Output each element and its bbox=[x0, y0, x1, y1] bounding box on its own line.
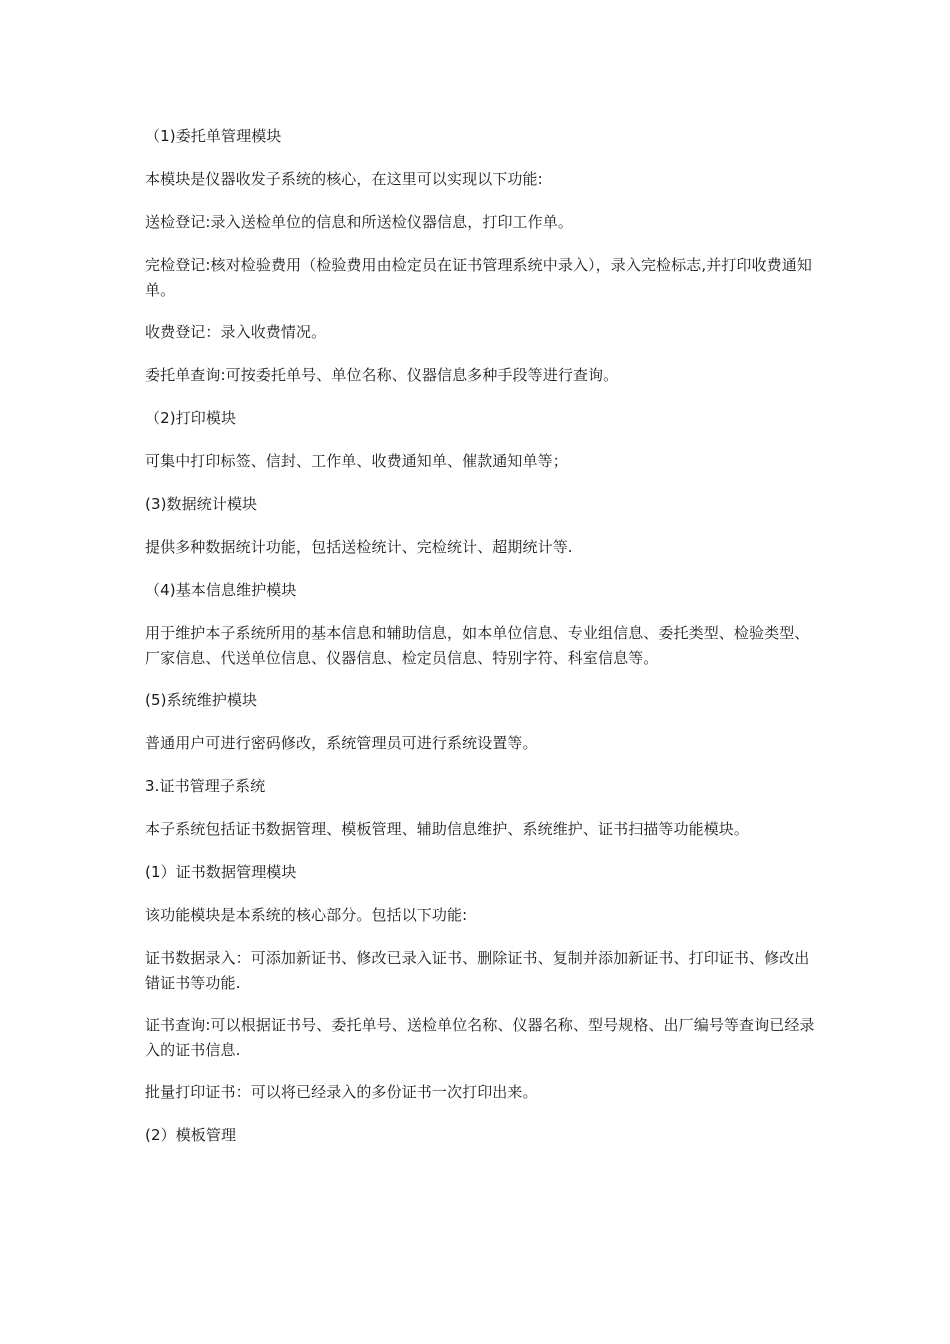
paragraph-system-maintenance: 普通用户可进行密码修改，系统管理员可进行系统设置等。 bbox=[145, 734, 538, 752]
paragraph-basic-info: 用于维护本子系统所用的基本信息和辅助信息，如本单位信息、专业组信息、委托类型、检验类型、厂家信息、代送单位信息、仪器信息、检定员信息、特别字符、科室信息等。 bbox=[145, 624, 810, 667]
heading-delegation-module: （1)委托单管理模块 bbox=[145, 127, 282, 145]
paragraph-intro: 本模块是仪器收发子系统的核心，在这里可以实现以下功能: bbox=[145, 170, 543, 188]
heading-template-management: (2）模板管理 bbox=[145, 1126, 237, 1144]
paragraph-submission-registration: 送检登记:录入送检单位的信息和所送检仪器信息，打印工作单。 bbox=[145, 213, 573, 231]
paragraph-certificate-core: 该功能模块是本系统的核心部分。包括以下功能: bbox=[145, 906, 468, 924]
paragraph-certificate-subsystem: 本子系统包括证书数据管理、模板管理、辅助信息维护、系统维护、证书扫描等功能模块。 bbox=[145, 820, 750, 838]
heading-statistics-module: (3)数据统计模块 bbox=[145, 495, 258, 513]
heading-certificate-subsystem: 3.证书管理子系统 bbox=[145, 777, 266, 795]
paragraph-batch-print: 批量打印证书：可以将已经录入的多份证书一次打印出来。 bbox=[145, 1083, 538, 1101]
heading-certificate-data-module: (1）证书数据管理模块 bbox=[145, 863, 297, 881]
paragraph-delegation-query: 委托单查询:可按委托单号、单位名称、仪器信息多种手段等进行查询。 bbox=[145, 366, 619, 384]
paragraph-certificate-entry: 证书数据录入：可添加新证书、修改已录入证书、删除证书、复制并添加新证书、打印证书、修改出错证书等功能. bbox=[145, 949, 810, 992]
paragraph-completion-registration: 完检登记:核对检验费用（检验费用由检定员在证书管理系统中录入），录入完检标志,并打印收费通知单。 bbox=[145, 256, 812, 299]
paragraph-print-items: 可集中打印标签、信封、工作单、收费通知单、催款通知单等； bbox=[145, 452, 568, 470]
paragraph-certificate-query: 证书查询:可以根据证书号、委托单号、送检单位名称、仪器名称、型号规格、出厂编号等查询已经录入的证书信息. bbox=[145, 1016, 815, 1059]
paragraph-statistics: 提供多种数据统计功能，包括送检统计、完检统计、超期统计等. bbox=[145, 538, 573, 556]
document-body bbox=[145, 124, 817, 1166]
heading-print-module: （2)打印模块 bbox=[145, 409, 237, 427]
heading-system-maintenance-module: (5)系统维护模块 bbox=[145, 691, 258, 709]
paragraph-fee-registration: 收费登记：录入收费情况。 bbox=[145, 323, 327, 341]
heading-basic-info-module: （4)基本信息维护模块 bbox=[145, 581, 297, 599]
